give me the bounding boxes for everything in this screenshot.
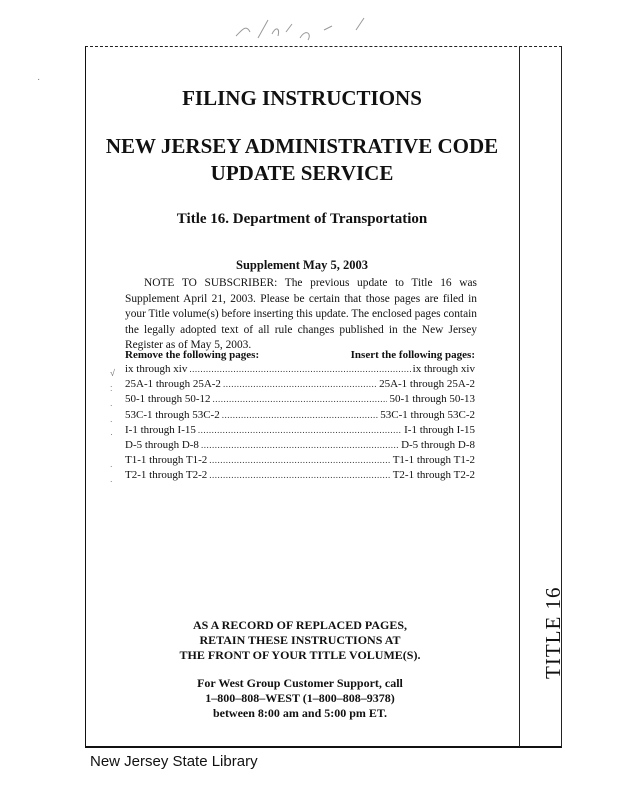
remove-range: 53C-1 through 53C-2 — [125, 408, 220, 421]
page-row — [125, 453, 475, 468]
page-row — [125, 468, 475, 483]
page-row — [125, 377, 475, 392]
insert-range: T2-1 through T2-2 — [392, 469, 475, 482]
insert-range: 53C-1 through 53C-2 — [380, 408, 475, 421]
title-department: Title 16. Department of Transportation — [176, 211, 428, 227]
remove-range: ix through xiv — [125, 363, 188, 375]
record-notice-line2: RETAIN THESE INSTRUCTIONS AT — [199, 633, 401, 647]
insert-range: I-1 through I-15 — [404, 423, 475, 436]
page-row — [125, 408, 475, 423]
record-notice-line1: AS A RECORD OF REPLACED PAGES, — [192, 618, 408, 632]
insert-range: 25A-1 through 25A-2 — [379, 378, 475, 391]
remove-range: I-1 through I-15 — [125, 423, 196, 436]
note-label: NOTE TO SUBSCRIBER: — [144, 277, 278, 289]
code-title-line2: UPDATE SERVICE — [210, 161, 394, 185]
support-line1: For West Group Customer Support, call — [197, 676, 403, 690]
supplement-date: Supplement May 5, 2003 — [236, 258, 368, 272]
code-title-line1: NEW JERSEY ADMINISTRATIVE CODE — [105, 134, 499, 158]
remove-range: T1-1 through T1-2 — [125, 454, 208, 467]
insert-range: 50-1 through 50-13 — [389, 393, 475, 406]
insert-pages-header: Insert the following pages: — [350, 349, 475, 361]
stray-mark: · — [37, 74, 41, 85]
insert-range: D-5 through D-8 — [401, 438, 475, 451]
handwritten-mark — [228, 14, 388, 46]
page-list — [125, 362, 475, 484]
remove-range: T2-1 through T2-2 — [125, 469, 208, 482]
remove-range: D-5 through D-8 — [125, 438, 199, 451]
support-hours: between 8:00 am and 5:00 pm ET. — [212, 706, 388, 720]
record-notice-line3: THE FRONT OF YOUR TITLE VOLUME(S). — [179, 648, 421, 662]
insert-range: T1-1 through T1-2 — [392, 454, 475, 467]
library-footer: New Jersey State Library — [90, 753, 258, 770]
tab-divider — [519, 47, 520, 747]
page-row — [125, 438, 475, 453]
note-text: The previous update to Title 16 was Supplement April 21, 2003. Please be certain that those pages are filed in your Title volume(s) before inserting this update. The enclosed pages contain the legally adopted text of all rule changes published in the New Jersey Register as of May 5, 2003. — [125, 277, 477, 351]
insert-range: ix through xiv — [412, 363, 475, 375]
page-row — [125, 392, 475, 407]
remove-pages-header: Remove the following pages: — [125, 349, 260, 361]
remove-range: 25A-1 through 25A-2 — [125, 378, 221, 391]
page-title: FILING INSTRUCTIONS — [182, 86, 422, 110]
margin-marks: √ : . . · . . — [110, 368, 115, 485]
remove-range: 50-1 through 50-12 — [125, 393, 211, 406]
support-phone: 1–800–808–WEST (1–800–808–9378) — [205, 691, 395, 705]
title-tab-label: TITLE 16 — [541, 586, 565, 679]
page-row — [125, 423, 475, 438]
page-row — [125, 362, 475, 377]
subscriber-note — [125, 276, 477, 354]
